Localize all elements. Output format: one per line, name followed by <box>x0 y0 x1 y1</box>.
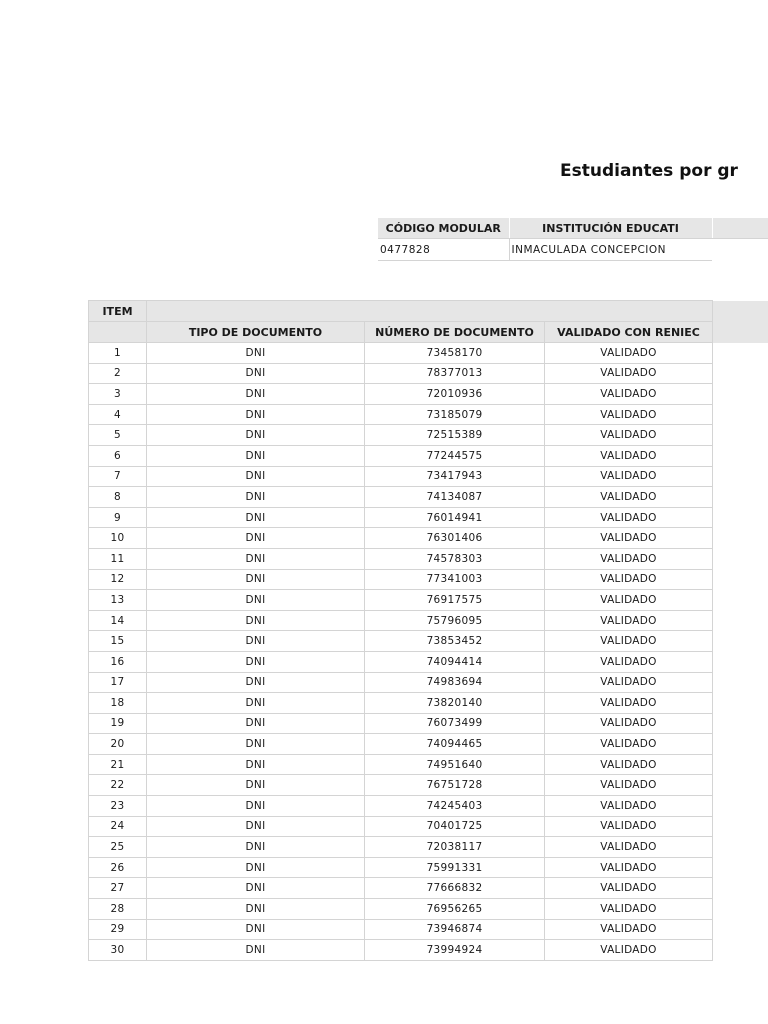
cell-item: 4 <box>89 404 147 425</box>
cell-tipo-documento: DNI <box>147 425 365 446</box>
cell-numero-documento: 72515389 <box>365 425 545 446</box>
cell-overflow <box>713 445 768 466</box>
cell-numero-documento: 76956265 <box>365 899 545 920</box>
cell-numero-documento: 74983694 <box>365 672 545 693</box>
cell-overflow <box>713 693 768 714</box>
cell-item: 5 <box>89 425 147 446</box>
cell-tipo-documento: DNI <box>147 796 365 817</box>
cell-item: 7 <box>89 466 147 487</box>
table-row <box>89 693 768 714</box>
cell-codigo-modular: 0477828 <box>378 239 509 261</box>
header-codigo-modular: CÓDIGO MODULAR <box>378 218 509 239</box>
cell-tipo-documento: DNI <box>147 343 365 364</box>
cell-tipo-documento: DNI <box>147 466 365 487</box>
cell-item: 21 <box>89 754 147 775</box>
cell-validado-reniec: VALIDADO <box>545 693 713 714</box>
cell-validado-reniec: VALIDADO <box>545 631 713 652</box>
cell-overflow <box>713 425 768 446</box>
cell-validado-reniec: VALIDADO <box>545 651 713 672</box>
cell-validado-reniec: VALIDADO <box>545 713 713 734</box>
cell-tipo-documento: DNI <box>147 713 365 734</box>
cell-overflow <box>713 590 768 611</box>
cell-numero-documento: 72010936 <box>365 384 545 405</box>
table-row <box>89 610 768 631</box>
cell-item: 9 <box>89 507 147 528</box>
table-row <box>89 487 768 508</box>
table-row <box>89 940 768 961</box>
cell-overflow <box>713 919 768 940</box>
cell-item: 13 <box>89 590 147 611</box>
cell-tipo-documento: DNI <box>147 548 365 569</box>
table-row <box>89 651 768 672</box>
cell-validado-reniec: VALIDADO <box>545 343 713 364</box>
cell-validado-reniec: VALIDADO <box>545 445 713 466</box>
cell-validado-reniec: VALIDADO <box>545 363 713 384</box>
cell-overflow <box>713 507 768 528</box>
cell-tipo-documento: DNI <box>147 940 365 961</box>
cell-tipo-documento: DNI <box>147 631 365 652</box>
cell-item: 22 <box>89 775 147 796</box>
cell-item: 30 <box>89 940 147 961</box>
cell-overflow <box>713 837 768 858</box>
cell-validado-reniec: VALIDADO <box>545 590 713 611</box>
cell-overflow <box>713 569 768 590</box>
cell-tipo-documento: DNI <box>147 384 365 405</box>
cell-item: 24 <box>89 816 147 837</box>
cell-item: 25 <box>89 837 147 858</box>
cell-tipo-documento: DNI <box>147 528 365 549</box>
cell-item: 28 <box>89 899 147 920</box>
cell-numero-documento: 74134087 <box>365 487 545 508</box>
table-row <box>89 384 768 405</box>
cell-numero-documento: 72038117 <box>365 837 545 858</box>
cell-numero-documento: 77244575 <box>365 445 545 466</box>
cell-validado-reniec: VALIDADO <box>545 754 713 775</box>
cell-validado-reniec: VALIDADO <box>545 548 713 569</box>
cell-validado-reniec: VALIDADO <box>545 796 713 817</box>
header-item: ITEM <box>89 301 147 322</box>
cell-tipo-documento: DNI <box>147 445 365 466</box>
cell-validado-reniec: VALIDADO <box>545 569 713 590</box>
cell-numero-documento: 76917575 <box>365 590 545 611</box>
cell-tipo-documento: DNI <box>147 899 365 920</box>
cell-numero-documento: 76751728 <box>365 775 545 796</box>
cell-tipo-documento: DNI <box>147 816 365 837</box>
cell-numero-documento: 73946874 <box>365 919 545 940</box>
cell-item: 15 <box>89 631 147 652</box>
cell-overflow <box>713 548 768 569</box>
cell-item: 18 <box>89 693 147 714</box>
cell-numero-documento: 74245403 <box>365 796 545 817</box>
cell-validado-reniec: VALIDADO <box>545 899 713 920</box>
institution-table <box>378 218 768 261</box>
cell-numero-documento: 77341003 <box>365 569 545 590</box>
cell-validado-reniec: VALIDADO <box>545 425 713 446</box>
cell-overflow <box>713 899 768 920</box>
cell-overflow <box>713 775 768 796</box>
table-row <box>89 899 768 920</box>
cell-item: 12 <box>89 569 147 590</box>
cell-institucion: INMACULADA CONCEPCION <box>509 239 712 261</box>
cell-overflow <box>713 713 768 734</box>
table-row <box>89 404 768 425</box>
cell-validado-reniec: VALIDADO <box>545 919 713 940</box>
table-row <box>89 816 768 837</box>
cell-overflow <box>713 754 768 775</box>
cell-numero-documento: 74094465 <box>365 734 545 755</box>
cell-numero-documento: 77666832 <box>365 878 545 899</box>
table-row <box>89 343 768 364</box>
cell-tipo-documento: DNI <box>147 837 365 858</box>
institution-row <box>378 239 768 261</box>
page-title: Estudiantes por gr <box>560 161 738 181</box>
cell-tipo-documento: DNI <box>147 569 365 590</box>
table-row <box>89 754 768 775</box>
cell-validado-reniec: VALIDADO <box>545 857 713 878</box>
table-row <box>89 363 768 384</box>
cell-numero-documento: 74094414 <box>365 651 545 672</box>
cell-tipo-documento: DNI <box>147 857 365 878</box>
cell-numero-documento: 74578303 <box>365 548 545 569</box>
table-row <box>89 919 768 940</box>
cell-validado-reniec: VALIDADO <box>545 404 713 425</box>
table-row <box>89 857 768 878</box>
cell-item: 26 <box>89 857 147 878</box>
cell-tipo-documento: DNI <box>147 693 365 714</box>
header-overflow <box>713 322 768 343</box>
cell-overflow <box>713 343 768 364</box>
cell-item: 20 <box>89 734 147 755</box>
cell-numero-documento: 76073499 <box>365 713 545 734</box>
cell-tipo-documento: DNI <box>147 775 365 796</box>
cell-overflow <box>713 878 768 899</box>
cell-tipo-documento: DNI <box>147 363 365 384</box>
cell-item: 27 <box>89 878 147 899</box>
cell-numero-documento: 75991331 <box>365 857 545 878</box>
cell-overflow <box>713 528 768 549</box>
cell-item: 23 <box>89 796 147 817</box>
cell-validado-reniec: VALIDADO <box>545 507 713 528</box>
table-row <box>89 425 768 446</box>
cell-overflow <box>713 610 768 631</box>
table-row <box>89 878 768 899</box>
cell-validado-reniec: VALIDADO <box>545 816 713 837</box>
cell-numero-documento: 74951640 <box>365 754 545 775</box>
cell-tipo-documento: DNI <box>147 754 365 775</box>
header-numero-documento: NÚMERO DE DOCUMENTO <box>365 322 545 343</box>
table-row <box>89 734 768 755</box>
table-row <box>89 528 768 549</box>
cell-overflow <box>713 651 768 672</box>
cell-tipo-documento: DNI <box>147 651 365 672</box>
header-tipo-documento: TIPO DE DOCUMENTO <box>147 322 365 343</box>
cell-overflow <box>713 384 768 405</box>
cell-overflow <box>713 816 768 837</box>
cell-validado-reniec: VALIDADO <box>545 487 713 508</box>
cell-tipo-documento: DNI <box>147 878 365 899</box>
cell-overflow <box>713 734 768 755</box>
table-row <box>89 796 768 817</box>
cell-tipo-documento: DNI <box>147 734 365 755</box>
cell-tipo-documento: DNI <box>147 507 365 528</box>
cell-validado-reniec: VALIDADO <box>545 940 713 961</box>
cell-item: 2 <box>89 363 147 384</box>
cell-item: 14 <box>89 610 147 631</box>
cell-item: 29 <box>89 919 147 940</box>
header-institucion-educativa: INSTITUCIÓN EDUCATI <box>509 218 712 239</box>
cell-validado-reniec: VALIDADO <box>545 610 713 631</box>
cell-validado-reniec: VALIDADO <box>545 466 713 487</box>
header-group-overflow <box>713 301 768 322</box>
cell-validado-reniec: VALIDADO <box>545 734 713 755</box>
cell-numero-documento: 78377013 <box>365 363 545 384</box>
table-row <box>89 445 768 466</box>
cell-tipo-documento: DNI <box>147 610 365 631</box>
header-item-blank <box>89 322 147 343</box>
cell-numero-documento: 73994924 <box>365 940 545 961</box>
cell-numero-documento: 70401725 <box>365 816 545 837</box>
cell-overflow <box>713 796 768 817</box>
cell-validado-reniec: VALIDADO <box>545 775 713 796</box>
cell-item: 1 <box>89 343 147 364</box>
table-row <box>89 775 768 796</box>
cell-tipo-documento: DNI <box>147 487 365 508</box>
cell-numero-documento: 73853452 <box>365 631 545 652</box>
cell-numero-documento: 73185079 <box>365 404 545 425</box>
cell-numero-documento: 75796095 <box>365 610 545 631</box>
students-table <box>88 300 768 961</box>
cell-validado-reniec: VALIDADO <box>545 528 713 549</box>
cell-tipo-documento: DNI <box>147 919 365 940</box>
cell-validado-reniec: VALIDADO <box>545 878 713 899</box>
cell-numero-documento: 73417943 <box>365 466 545 487</box>
cell-item: 11 <box>89 548 147 569</box>
table-row <box>89 713 768 734</box>
cell-numero-documento: 76014941 <box>365 507 545 528</box>
table-row <box>89 631 768 652</box>
table-row <box>89 466 768 487</box>
cell-overflow <box>713 404 768 425</box>
cell-item: 3 <box>89 384 147 405</box>
cell-validado-reniec: VALIDADO <box>545 672 713 693</box>
cell-validado-reniec: VALIDADO <box>545 384 713 405</box>
cell-blank <box>712 239 768 261</box>
cell-item: 19 <box>89 713 147 734</box>
cell-item: 8 <box>89 487 147 508</box>
cell-numero-documento: 76301406 <box>365 528 545 549</box>
cell-item: 17 <box>89 672 147 693</box>
cell-item: 10 <box>89 528 147 549</box>
student-rows <box>89 343 768 961</box>
cell-overflow <box>713 940 768 961</box>
cell-overflow <box>713 672 768 693</box>
cell-overflow <box>713 631 768 652</box>
header-validado-reniec: VALIDADO CON RENIEC <box>545 322 713 343</box>
cell-item: 6 <box>89 445 147 466</box>
cell-numero-documento: 73458170 <box>365 343 545 364</box>
cell-overflow <box>713 857 768 878</box>
header-group <box>147 301 713 322</box>
table-row <box>89 590 768 611</box>
cell-item: 16 <box>89 651 147 672</box>
table-row <box>89 672 768 693</box>
cell-overflow <box>713 487 768 508</box>
cell-tipo-documento: DNI <box>147 404 365 425</box>
cell-validado-reniec: VALIDADO <box>545 837 713 858</box>
cell-numero-documento: 73820140 <box>365 693 545 714</box>
table-row <box>89 548 768 569</box>
cell-tipo-documento: DNI <box>147 672 365 693</box>
table-row <box>89 507 768 528</box>
header-blank <box>712 218 768 239</box>
table-row <box>89 569 768 590</box>
cell-overflow <box>713 363 768 384</box>
cell-overflow <box>713 466 768 487</box>
cell-tipo-documento: DNI <box>147 590 365 611</box>
table-row <box>89 837 768 858</box>
